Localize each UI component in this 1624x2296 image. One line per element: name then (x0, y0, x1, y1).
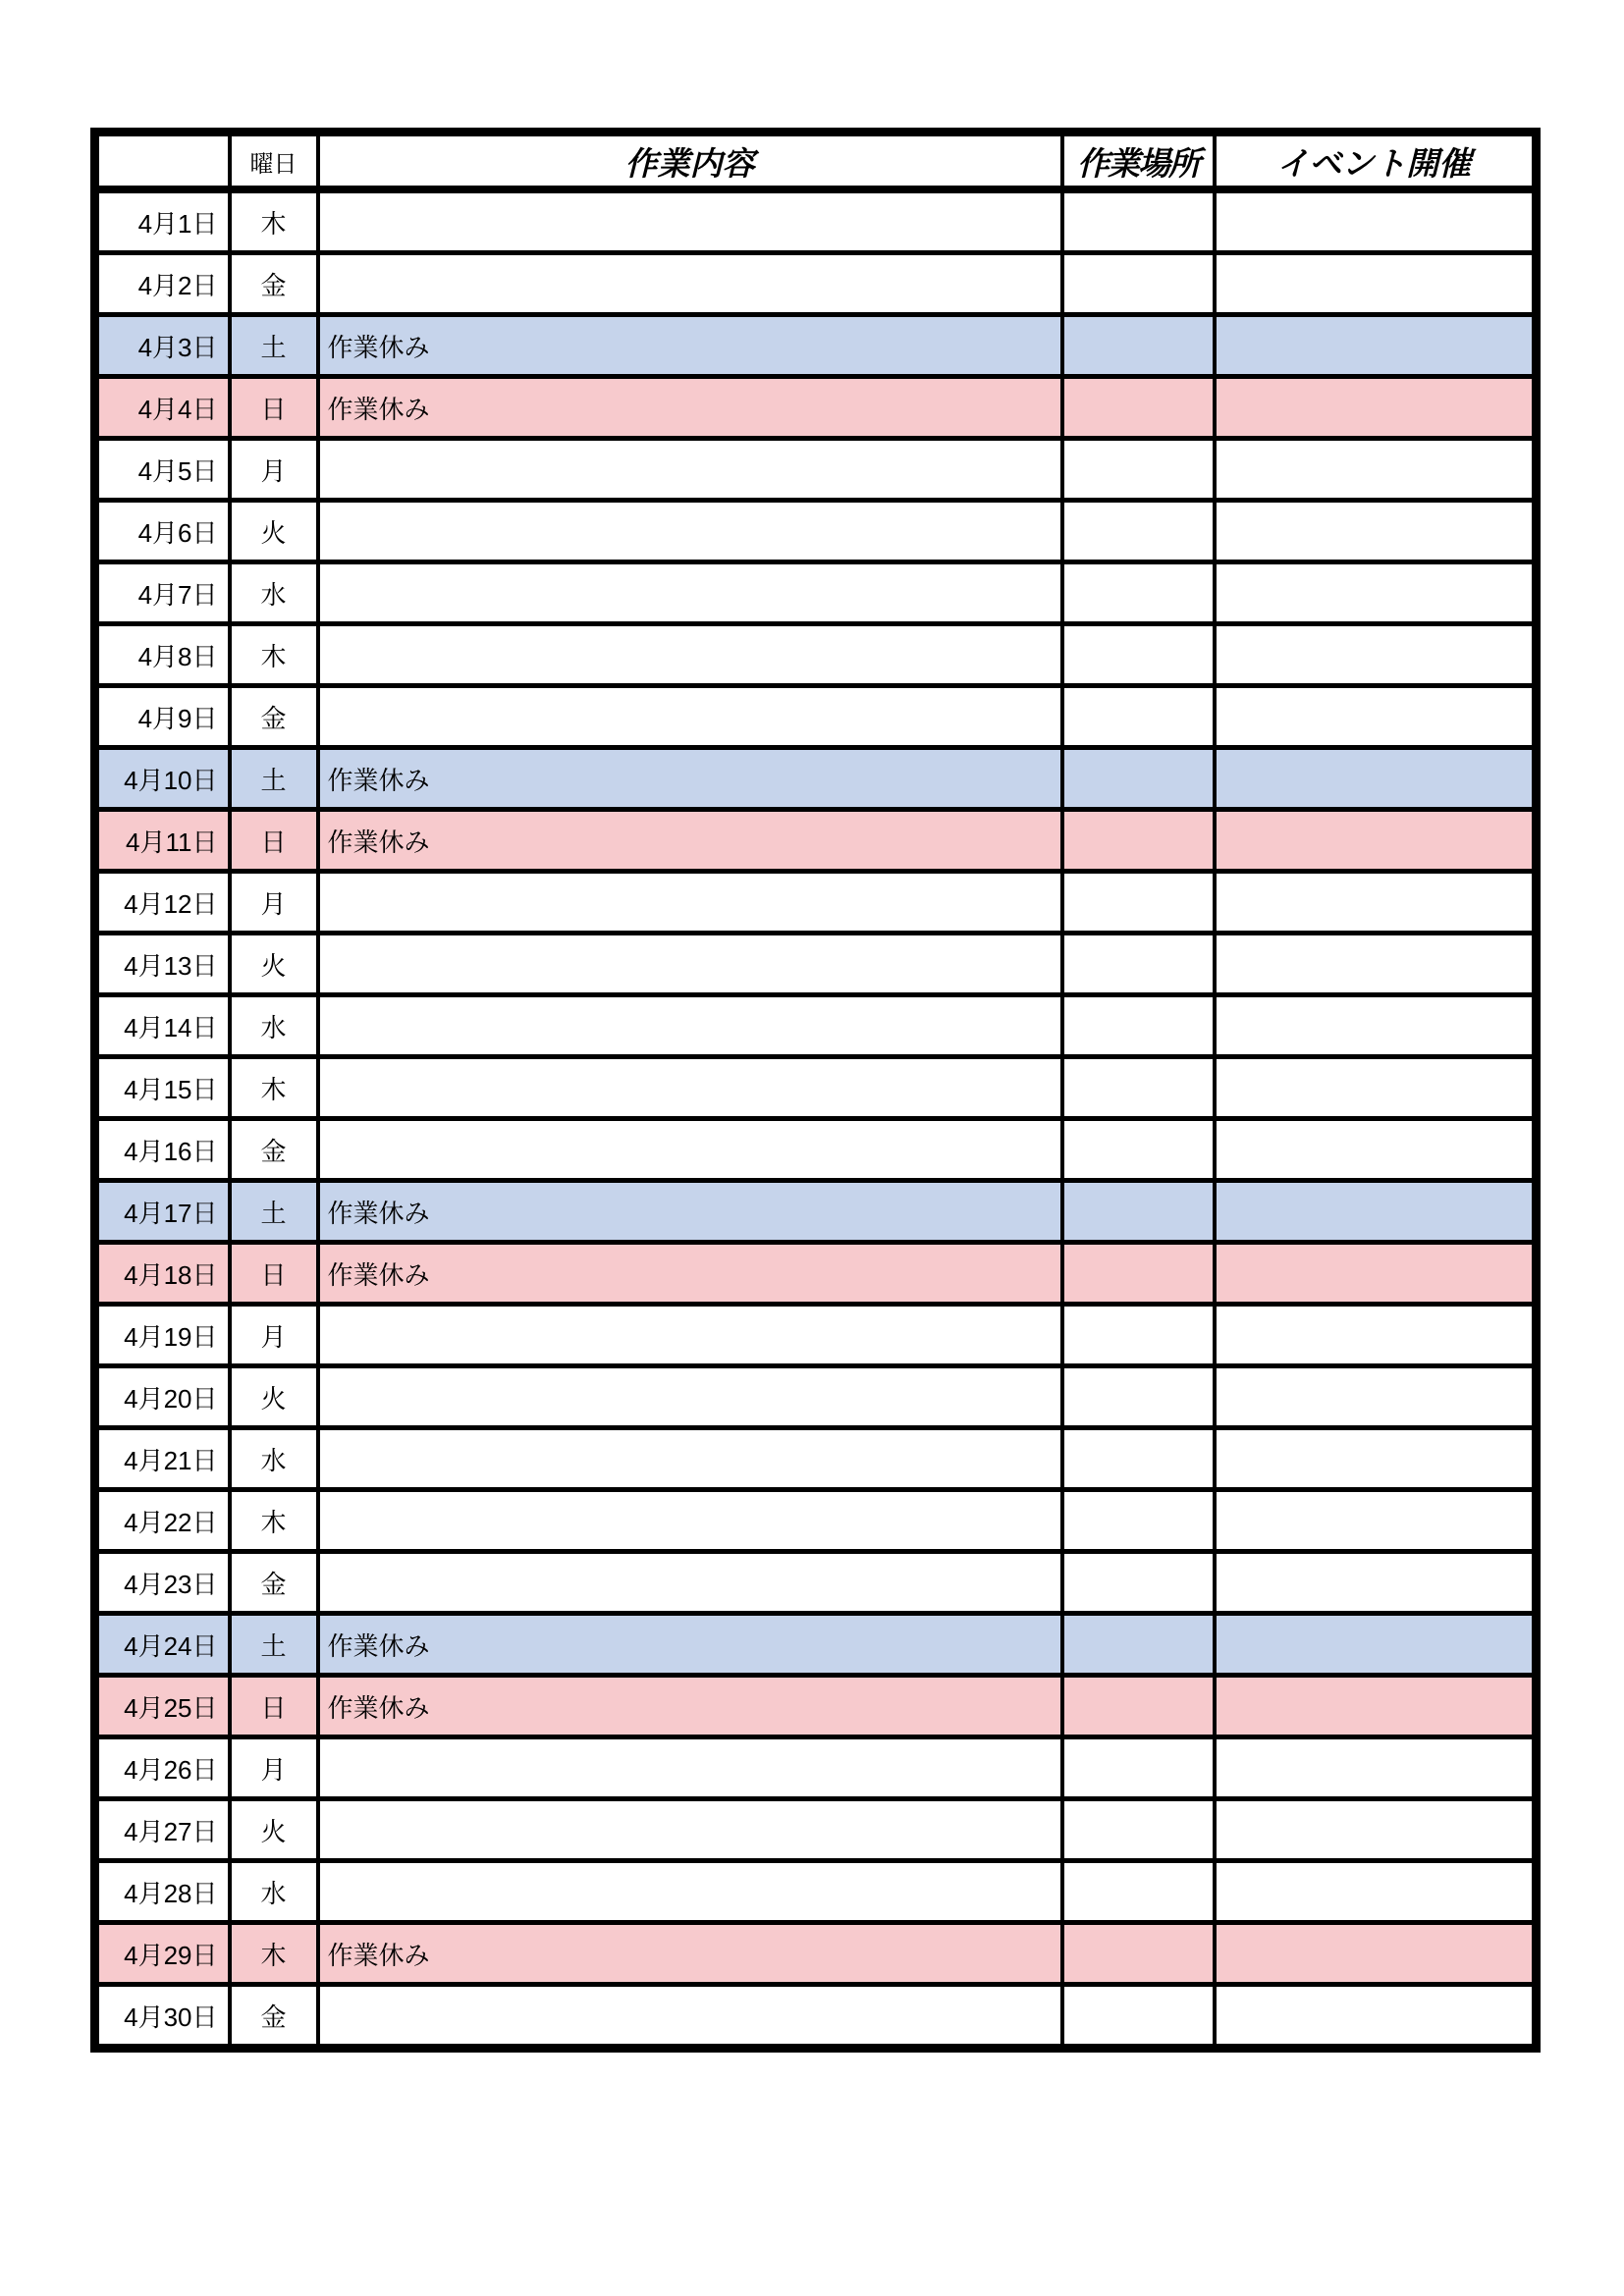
event-cell (1215, 189, 1537, 253)
date-cell: 4月10日 (95, 748, 230, 810)
schedule-table (90, 128, 1541, 2053)
table-row (95, 1737, 1537, 1799)
event-cell (1215, 686, 1537, 748)
work-location-cell (1062, 1366, 1215, 1428)
event-cell (1215, 934, 1537, 995)
event-cell (1215, 1552, 1537, 1614)
work-location-cell (1062, 1614, 1215, 1676)
table-row (95, 501, 1537, 562)
table-row (95, 562, 1537, 624)
weekday-cell: 木 (230, 1923, 318, 1985)
event-cell (1215, 748, 1537, 810)
table-row (95, 189, 1537, 253)
date-cell: 4月28日 (95, 1861, 230, 1923)
weekday-cell: 火 (230, 501, 318, 562)
table-row (95, 315, 1537, 377)
work-content-cell (318, 934, 1062, 995)
table-row (95, 1923, 1537, 1985)
work-content-cell (318, 1737, 1062, 1799)
event-cell (1215, 253, 1537, 315)
work-content-cell (318, 624, 1062, 686)
work-content-cell: 作業休み (318, 1243, 1062, 1305)
work-content-cell: 作業休み (318, 1181, 1062, 1243)
work-location-cell (1062, 1490, 1215, 1552)
work-content-cell (318, 439, 1062, 501)
work-location-cell (1062, 1737, 1215, 1799)
table-row (95, 377, 1537, 439)
table-row (95, 1057, 1537, 1119)
date-cell: 4月25日 (95, 1676, 230, 1737)
work-content-cell (318, 1861, 1062, 1923)
event-cell (1215, 562, 1537, 624)
work-location-cell (1062, 1552, 1215, 1614)
header-row (95, 133, 1537, 190)
event-cell (1215, 1676, 1537, 1737)
weekday-cell: 月 (230, 439, 318, 501)
event-cell (1215, 1181, 1537, 1243)
header-event-cell: イベント開催 (1215, 133, 1537, 190)
work-location-cell (1062, 995, 1215, 1057)
table-row (95, 810, 1537, 872)
event-cell (1215, 1243, 1537, 1305)
weekday-cell: 日 (230, 1243, 318, 1305)
work-location-cell (1062, 1676, 1215, 1737)
table-row (95, 934, 1537, 995)
work-content-cell: 作業休み (318, 377, 1062, 439)
work-location-cell (1062, 1057, 1215, 1119)
table-row (95, 1985, 1537, 2049)
work-location-cell (1062, 439, 1215, 501)
event-cell (1215, 439, 1537, 501)
work-content-cell (318, 1552, 1062, 1614)
weekday-cell: 火 (230, 1366, 318, 1428)
work-location-cell (1062, 872, 1215, 934)
work-content-cell (318, 1799, 1062, 1861)
weekday-cell: 水 (230, 562, 318, 624)
table-row (95, 1799, 1537, 1861)
weekday-cell: 金 (230, 253, 318, 315)
table-row (95, 995, 1537, 1057)
table-row (95, 1366, 1537, 1428)
table-row (95, 439, 1537, 501)
weekday-cell: 木 (230, 189, 318, 253)
weekday-cell: 土 (230, 1614, 318, 1676)
event-cell (1215, 315, 1537, 377)
date-cell: 4月27日 (95, 1799, 230, 1861)
work-location-cell (1062, 624, 1215, 686)
work-content-cell (318, 1119, 1062, 1181)
table-row (95, 1119, 1537, 1181)
weekday-cell: 木 (230, 1057, 318, 1119)
event-cell (1215, 1614, 1537, 1676)
event-cell (1215, 624, 1537, 686)
work-location-cell (1062, 1985, 1215, 2049)
work-location-cell (1062, 1243, 1215, 1305)
work-content-cell (318, 1490, 1062, 1552)
weekday-cell: 水 (230, 1428, 318, 1490)
event-cell (1215, 1861, 1537, 1923)
header-work-location-cell: 作業場所 (1062, 133, 1215, 190)
work-location-cell (1062, 253, 1215, 315)
event-cell (1215, 1305, 1537, 1366)
table-row (95, 1428, 1537, 1490)
weekday-cell: 月 (230, 1737, 318, 1799)
weekday-cell: 水 (230, 995, 318, 1057)
weekday-cell: 土 (230, 1181, 318, 1243)
event-cell (1215, 1737, 1537, 1799)
weekday-cell: 日 (230, 810, 318, 872)
table-row (95, 748, 1537, 810)
work-content-cell (318, 1366, 1062, 1428)
date-cell: 4月18日 (95, 1243, 230, 1305)
date-cell: 4月14日 (95, 995, 230, 1057)
work-content-cell (318, 686, 1062, 748)
date-cell: 4月7日 (95, 562, 230, 624)
work-location-cell (1062, 189, 1215, 253)
date-cell: 4月8日 (95, 624, 230, 686)
work-location-cell (1062, 748, 1215, 810)
weekday-cell: 金 (230, 1552, 318, 1614)
work-location-cell (1062, 1119, 1215, 1181)
work-content-cell (318, 189, 1062, 253)
date-cell: 4月3日 (95, 315, 230, 377)
date-cell: 4月15日 (95, 1057, 230, 1119)
event-cell (1215, 1985, 1537, 2049)
work-content-cell (318, 253, 1062, 315)
weekday-cell: 月 (230, 1305, 318, 1366)
date-cell: 4月20日 (95, 1366, 230, 1428)
date-cell: 4月17日 (95, 1181, 230, 1243)
table-row (95, 253, 1537, 315)
work-content-cell: 作業休み (318, 1614, 1062, 1676)
date-cell: 4月6日 (95, 501, 230, 562)
date-cell: 4月19日 (95, 1305, 230, 1366)
date-cell: 4月5日 (95, 439, 230, 501)
work-location-cell (1062, 315, 1215, 377)
weekday-cell: 木 (230, 1490, 318, 1552)
table-row (95, 1181, 1537, 1243)
date-cell: 4月13日 (95, 934, 230, 995)
event-cell (1215, 1923, 1537, 1985)
date-cell: 4月4日 (95, 377, 230, 439)
work-location-cell (1062, 934, 1215, 995)
weekday-cell: 月 (230, 872, 318, 934)
table-row (95, 1552, 1537, 1614)
work-content-cell (318, 1305, 1062, 1366)
table-row (95, 1305, 1537, 1366)
date-cell: 4月16日 (95, 1119, 230, 1181)
work-content-cell: 作業休み (318, 315, 1062, 377)
table-row (95, 1490, 1537, 1552)
work-content-cell (318, 501, 1062, 562)
work-location-cell (1062, 1799, 1215, 1861)
weekday-cell: 土 (230, 315, 318, 377)
work-content-cell (318, 1428, 1062, 1490)
work-location-cell (1062, 1181, 1215, 1243)
event-cell (1215, 501, 1537, 562)
event-cell (1215, 1057, 1537, 1119)
weekday-cell: 火 (230, 934, 318, 995)
weekday-cell: 土 (230, 748, 318, 810)
event-cell (1215, 1799, 1537, 1861)
date-cell: 4月29日 (95, 1923, 230, 1985)
event-cell (1215, 1366, 1537, 1428)
date-cell: 4月2日 (95, 253, 230, 315)
weekday-cell: 日 (230, 377, 318, 439)
date-cell: 4月26日 (95, 1737, 230, 1799)
date-cell: 4月1日 (95, 189, 230, 253)
event-cell (1215, 872, 1537, 934)
table-row (95, 1861, 1537, 1923)
work-location-cell (1062, 501, 1215, 562)
weekday-cell: 金 (230, 1985, 318, 2049)
header-weekday-cell: 曜日 (230, 133, 318, 190)
work-location-cell (1062, 562, 1215, 624)
work-location-cell (1062, 1923, 1215, 1985)
weekday-cell: 金 (230, 686, 318, 748)
table-row (95, 624, 1537, 686)
work-content-cell (318, 562, 1062, 624)
work-location-cell (1062, 1305, 1215, 1366)
work-location-cell (1062, 1861, 1215, 1923)
weekday-cell: 日 (230, 1676, 318, 1737)
date-cell: 4月22日 (95, 1490, 230, 1552)
table-row (95, 1614, 1537, 1676)
work-content-cell (318, 995, 1062, 1057)
table-row (95, 686, 1537, 748)
event-cell (1215, 1490, 1537, 1552)
date-cell: 4月30日 (95, 1985, 230, 2049)
work-content-cell: 作業休み (318, 748, 1062, 810)
date-cell: 4月24日 (95, 1614, 230, 1676)
work-location-cell (1062, 1428, 1215, 1490)
work-content-cell (318, 1057, 1062, 1119)
table-row (95, 1243, 1537, 1305)
weekday-cell: 火 (230, 1799, 318, 1861)
work-location-cell (1062, 810, 1215, 872)
work-location-cell (1062, 686, 1215, 748)
table-row (95, 1676, 1537, 1737)
date-cell: 4月23日 (95, 1552, 230, 1614)
date-cell: 4月11日 (95, 810, 230, 872)
event-cell (1215, 810, 1537, 872)
date-cell: 4月21日 (95, 1428, 230, 1490)
event-cell (1215, 1119, 1537, 1181)
work-content-cell (318, 872, 1062, 934)
event-cell (1215, 377, 1537, 439)
date-cell: 4月9日 (95, 686, 230, 748)
weekday-cell: 水 (230, 1861, 318, 1923)
event-cell (1215, 995, 1537, 1057)
header-date-cell (95, 133, 230, 190)
table-row (95, 872, 1537, 934)
work-content-cell: 作業休み (318, 1923, 1062, 1985)
work-content-cell (318, 1985, 1062, 2049)
header-work-content-cell: 作業内容 (318, 133, 1062, 190)
event-cell (1215, 1428, 1537, 1490)
work-content-cell: 作業休み (318, 1676, 1062, 1737)
weekday-cell: 木 (230, 624, 318, 686)
weekday-cell: 金 (230, 1119, 318, 1181)
work-location-cell (1062, 377, 1215, 439)
date-cell: 4月12日 (95, 872, 230, 934)
work-content-cell: 作業休み (318, 810, 1062, 872)
